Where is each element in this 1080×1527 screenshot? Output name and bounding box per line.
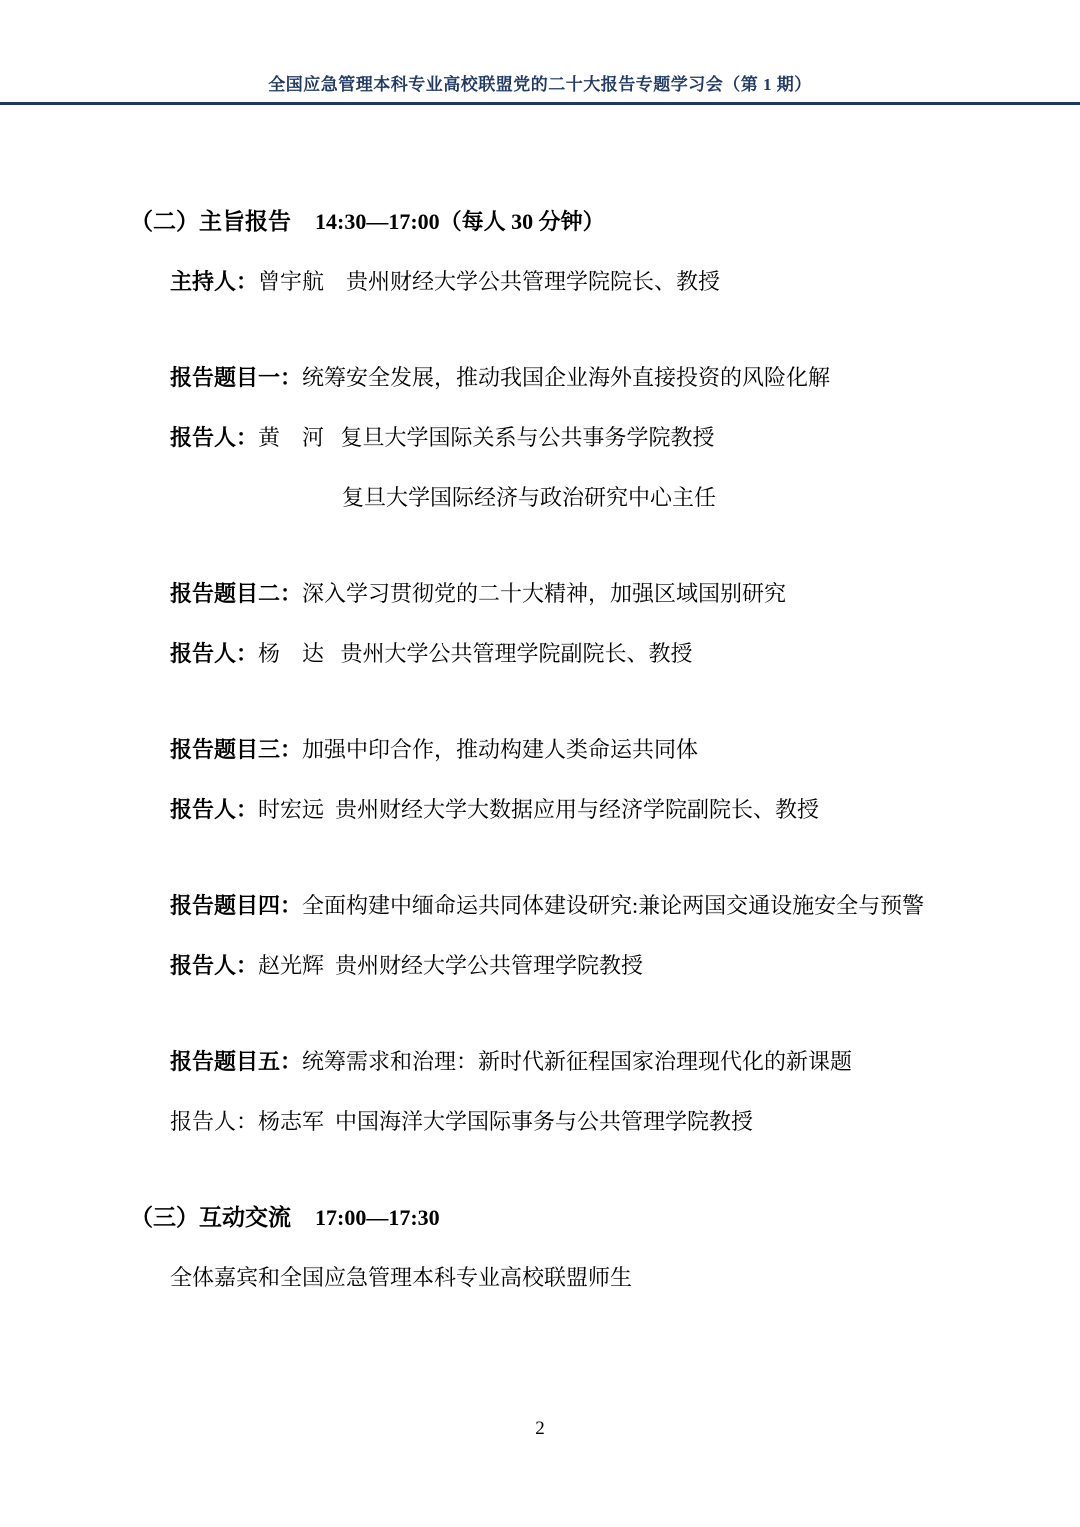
- speaker-name: 黄 河: [258, 425, 325, 450]
- participants: 全体嘉宾和全国应急管理本科专业高校联盟师生: [170, 1265, 633, 1290]
- section-interactive-exchange: [0, 1201, 1080, 1295]
- section-time: 14:30—17:00（每人 30 分钟）: [315, 209, 605, 234]
- spacer: [0, 1079, 1080, 1105]
- report-item: [0, 733, 1080, 827]
- spacer: [0, 983, 1080, 1045]
- speaker-name: 赵光辉: [258, 953, 325, 978]
- report-speaker-row: [0, 949, 1080, 983]
- report-title-label: 报告题目三：: [170, 737, 303, 762]
- section-heading-row: [0, 1201, 1080, 1235]
- speaker-label: 报告人：: [170, 953, 259, 978]
- spacer: [0, 1139, 1080, 1201]
- report-title-row: [0, 889, 1080, 923]
- section-time: 17:00—17:30: [315, 1205, 440, 1230]
- speaker-affiliation-secondary: 复旦大学国际经济与政治研究中心主任: [342, 485, 717, 510]
- host-label: 主持人：: [170, 269, 259, 294]
- document-body: [0, 205, 1080, 1295]
- spacer: [0, 611, 1080, 637]
- spacer: [0, 923, 1080, 949]
- spacer: [0, 515, 1080, 577]
- spacer: [0, 395, 1080, 421]
- report-item: [0, 1045, 1080, 1139]
- report-title-row: [0, 733, 1080, 767]
- host-row: [0, 265, 1080, 299]
- section-heading: （三）互动交流: [130, 1205, 291, 1230]
- report-title: 全面构建中缅命运共同体建设研究:兼论两国交通设施安全与预警: [302, 893, 925, 918]
- running-title: 全国应急管理本科专业高校联盟党的二十大报告专题学习会（第 1 期）: [268, 75, 812, 94]
- report-item: [0, 889, 1080, 983]
- speaker-label: 报告人：: [170, 797, 259, 822]
- speaker-label: 报告人：: [170, 1109, 259, 1134]
- speaker-affiliation: 中国海洋大学国际事务与公共管理学院教授: [335, 1109, 754, 1134]
- spacer: [0, 767, 1080, 793]
- speaker-name: 杨 达: [258, 641, 325, 666]
- spacer: [0, 671, 1080, 733]
- report-speaker-row: [0, 637, 1080, 671]
- report-title-row: [0, 361, 1080, 395]
- report-title: 统筹需求和治理：新时代新征程国家治理现代化的新课题: [302, 1049, 853, 1074]
- speaker-affiliation: 贵州财经大学大数据应用与经济学院副院长、教授: [335, 797, 820, 822]
- report-title-label: 报告题目一：: [170, 365, 303, 390]
- speaker-affiliation: 复旦大学国际关系与公共事务学院教授: [340, 425, 715, 450]
- report-item: [0, 361, 1080, 515]
- report-title: 统筹安全发展，推动我国企业海外直接投资的风险化解: [302, 365, 831, 390]
- speaker-affiliation: 贵州大学公共管理学院副院长、教授: [340, 641, 693, 666]
- spacer: [0, 239, 1080, 265]
- spacer: [0, 455, 1080, 481]
- speaker-name: 杨志军: [258, 1109, 325, 1134]
- report-speaker-row: [0, 421, 1080, 455]
- section-keynote-reports: [0, 205, 1080, 1139]
- report-speaker-row: [0, 793, 1080, 827]
- speaker-name: 时宏远: [258, 797, 325, 822]
- report-title-label: 报告题目四：: [170, 893, 303, 918]
- section-heading-row: [0, 205, 1080, 239]
- report-title-label: 报告题目二：: [170, 581, 303, 606]
- host-name: 曾宇航: [258, 269, 325, 294]
- spacer: [0, 1235, 1080, 1261]
- header-divider: [0, 102, 1080, 105]
- report-speaker-affiliation2-row: [0, 481, 1080, 515]
- report-title-row: [0, 577, 1080, 611]
- report-title-label: 报告题目五：: [170, 1049, 303, 1074]
- speaker-label: 报告人：: [170, 641, 259, 666]
- report-title: 深入学习贯彻党的二十大精神，加强区域国别研究: [302, 581, 787, 606]
- host-affiliation: 贵州财经大学公共管理学院院长、教授: [346, 269, 721, 294]
- report-title-row: [0, 1045, 1080, 1079]
- speaker-label: 报告人：: [170, 425, 259, 450]
- page-header: [0, 70, 1080, 95]
- participants-row: [0, 1261, 1080, 1295]
- section-heading: （二）主旨报告: [130, 209, 291, 234]
- report-item: [0, 577, 1080, 671]
- page-number: 2: [535, 1418, 545, 1439]
- spacer: [0, 299, 1080, 361]
- report-speaker-row: [0, 1105, 1080, 1139]
- report-title: 加强中印合作，推动构建人类命运共同体: [302, 737, 699, 762]
- spacer: [0, 827, 1080, 889]
- speaker-affiliation: 贵州财经大学公共管理学院教授: [335, 953, 644, 978]
